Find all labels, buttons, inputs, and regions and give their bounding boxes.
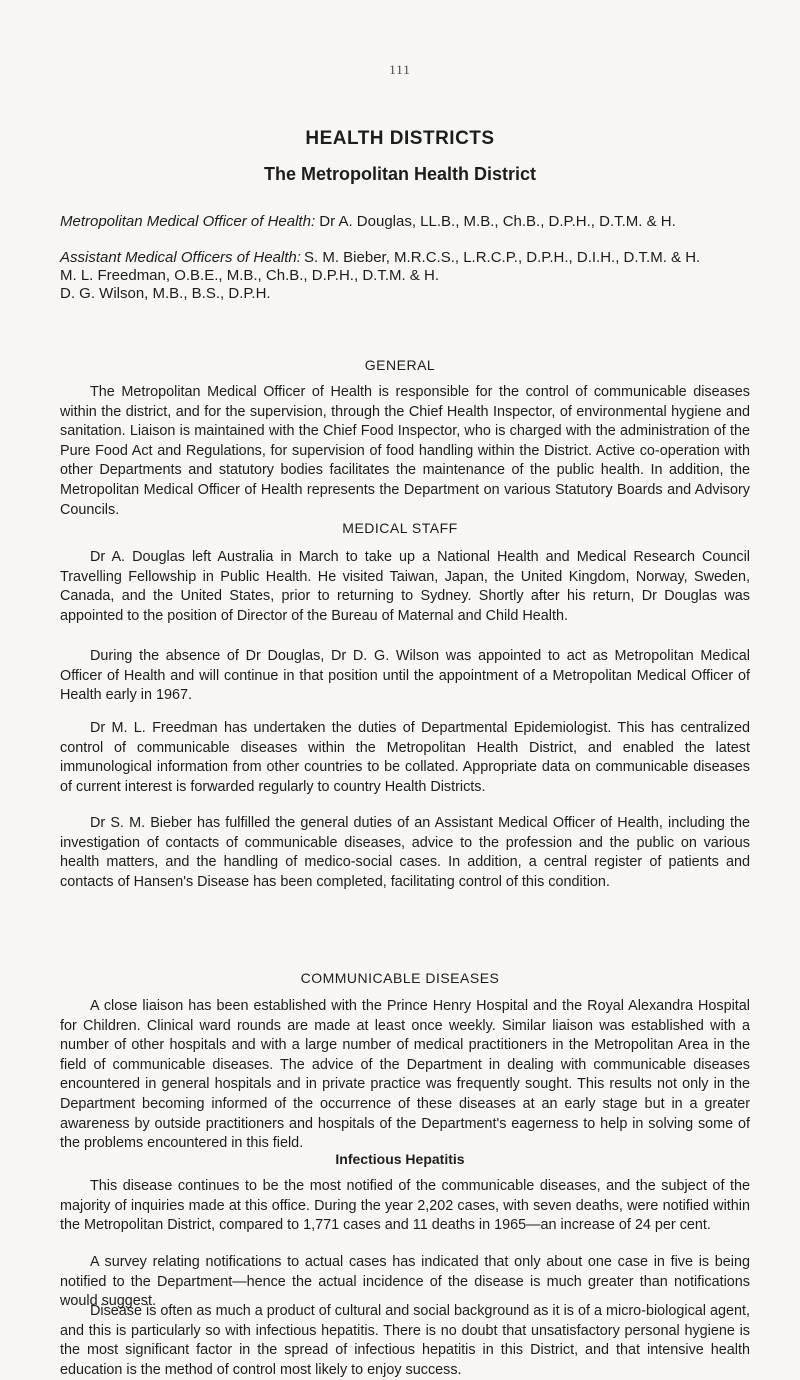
paragraph: A close liaison has been established with the Prince Henry Hospital and the Royal Alexandra Hospital for Children. Clinical ward rounds are made at least once weekly. Similar liaison was established with a number of other hospitals and with a large number of medical practitioners in the Metropolitan Area in the field of communicable diseases. The advice of the Department in dealing with communicable diseases encountered in general hospitals and in private practice was frequently sought. This results not only in the Department becoming informed of the occurrence of these diseases at an early stage but in a greater awareness by outside practitioners and hospitals of the Department's eagerness to help in solving some of the problems encountered in this field.	[60, 998, 750, 1152]
paragraph: A survey relating notifications to actual cases has indicated that only about one case in five is being notified to the Department—hence the actual incidence of the disease is much greater than notifications would suggest.	[60, 1254, 750, 1310]
assistant-officer-name: M. L. Freedman, O.B.E., M.B., Ch.B., D.P.H., D.T.M. & H.	[60, 267, 439, 284]
page-subtitle: The Metropolitan Health District	[263, 164, 537, 184]
section-heading-medical-staff: MEDICAL STAFF	[342, 520, 458, 536]
page-number: 111	[389, 62, 411, 77]
paragraph: Dr M. L. Freedman has undertaken the duties of Departmental Epidemiologist. This has centralized control of communicable diseases within the Metropolitan Health District, and enabled the latest immunological information from other countries to be collated. Appropriate data on communicable diseases of current interest is forwarded regularly to country Health Districts.	[60, 720, 750, 795]
assistant-officers-role: Assistant Medical Officers of Health:	[60, 249, 301, 266]
paragraph: The Metropolitan Medical Officer of Health is responsible for the control of communicable diseases within the district, and for the supervision, through the Chief Health Inspector, of environmental hygiene and sanitation. Liaison is maintained with the Chief Food Inspector, who is charged with the administration of the Pure Food Act and Regulations, for supervision of food handling within the District. Active co-operation with other Departments and statutory bodies facilitates the maintenance of the public health. In addition, the Metropolitan Medical Officer of Health represents the Department on various Statutory Boards and Advisory Councils.	[60, 384, 750, 518]
section-heading-general: GENERAL	[364, 357, 436, 373]
paragraph: During the absence of Dr Douglas, Dr D. G. Wilson was appointed to act as Metropolitan Medical Officer of Health and will continue in that position until the appointment of a Metropolitan Medical Officer of Health early in 1967.	[60, 648, 750, 704]
page-title: HEALTH DISTRICTS	[305, 128, 495, 149]
paragraph: Dr A. Douglas left Australia in March to take up a National Health and Medical Research Council Travelling Fellowship in Public Health. He visited Taiwan, Japan, the United Kingdom, Norway, Sweden, Canada, and the United States, prior to returning to Sydney. Shortly after his return, Dr Douglas was appointed to the position of Director of the Bureau of Maternal and Child Health.	[60, 549, 750, 624]
medical-officer-role: Metropolitan Medical Officer of Health:	[60, 213, 316, 230]
paragraph: Dr S. M. Bieber has fulfilled the general duties of an Assistant Medical Officer of Health, including the investigation of contacts of communicable diseases, advice to the profession and the public on various health matters, and the handling of medico-social cases. In addition, a central register of patients and contacts of Hansen's Disease has been completed, facilitating control of this condition.	[60, 815, 750, 890]
paragraph: This disease continues to be the most notified of the communicable diseases, and the subject of the majority of inquiries made at this office. During the year 2,202 cases, with seven deaths, were notified within the Metropolitan District, compared to 1,771 cases and 11 deaths in 1965—an increase of 24 per cent.	[60, 1178, 750, 1234]
medical-officer-name: Dr A. Douglas, LL.B., M.B., Ch.B., D.P.H., D.T.M. & H.	[319, 213, 676, 230]
paragraph: Disease is often as much a product of cultural and social background as it is of a micro-biological agent, and this is particularly so with infectious hepatitis. There is no doubt that unsatisfactory personal hygiene is the most significant factor in the spread of infectious hepatitis in this District, and that intensive health education is the method of control most likely to enjoy success.	[60, 1303, 750, 1378]
assistant-officer-name: S. M. Bieber, M.R.C.S., L.R.C.P., D.P.H., D.I.H., D.T.M. & H.	[304, 249, 701, 266]
assistant-officer-name: D. G. Wilson, M.B., B.S., D.P.H.	[60, 285, 271, 302]
section-heading-communicable-diseases: COMMUNICABLE DISEASES	[300, 970, 500, 986]
medical-officer-line	[60, 212, 750, 232]
sub-heading-infectious-hepatitis: Infectious Hepatitis	[335, 1151, 465, 1167]
